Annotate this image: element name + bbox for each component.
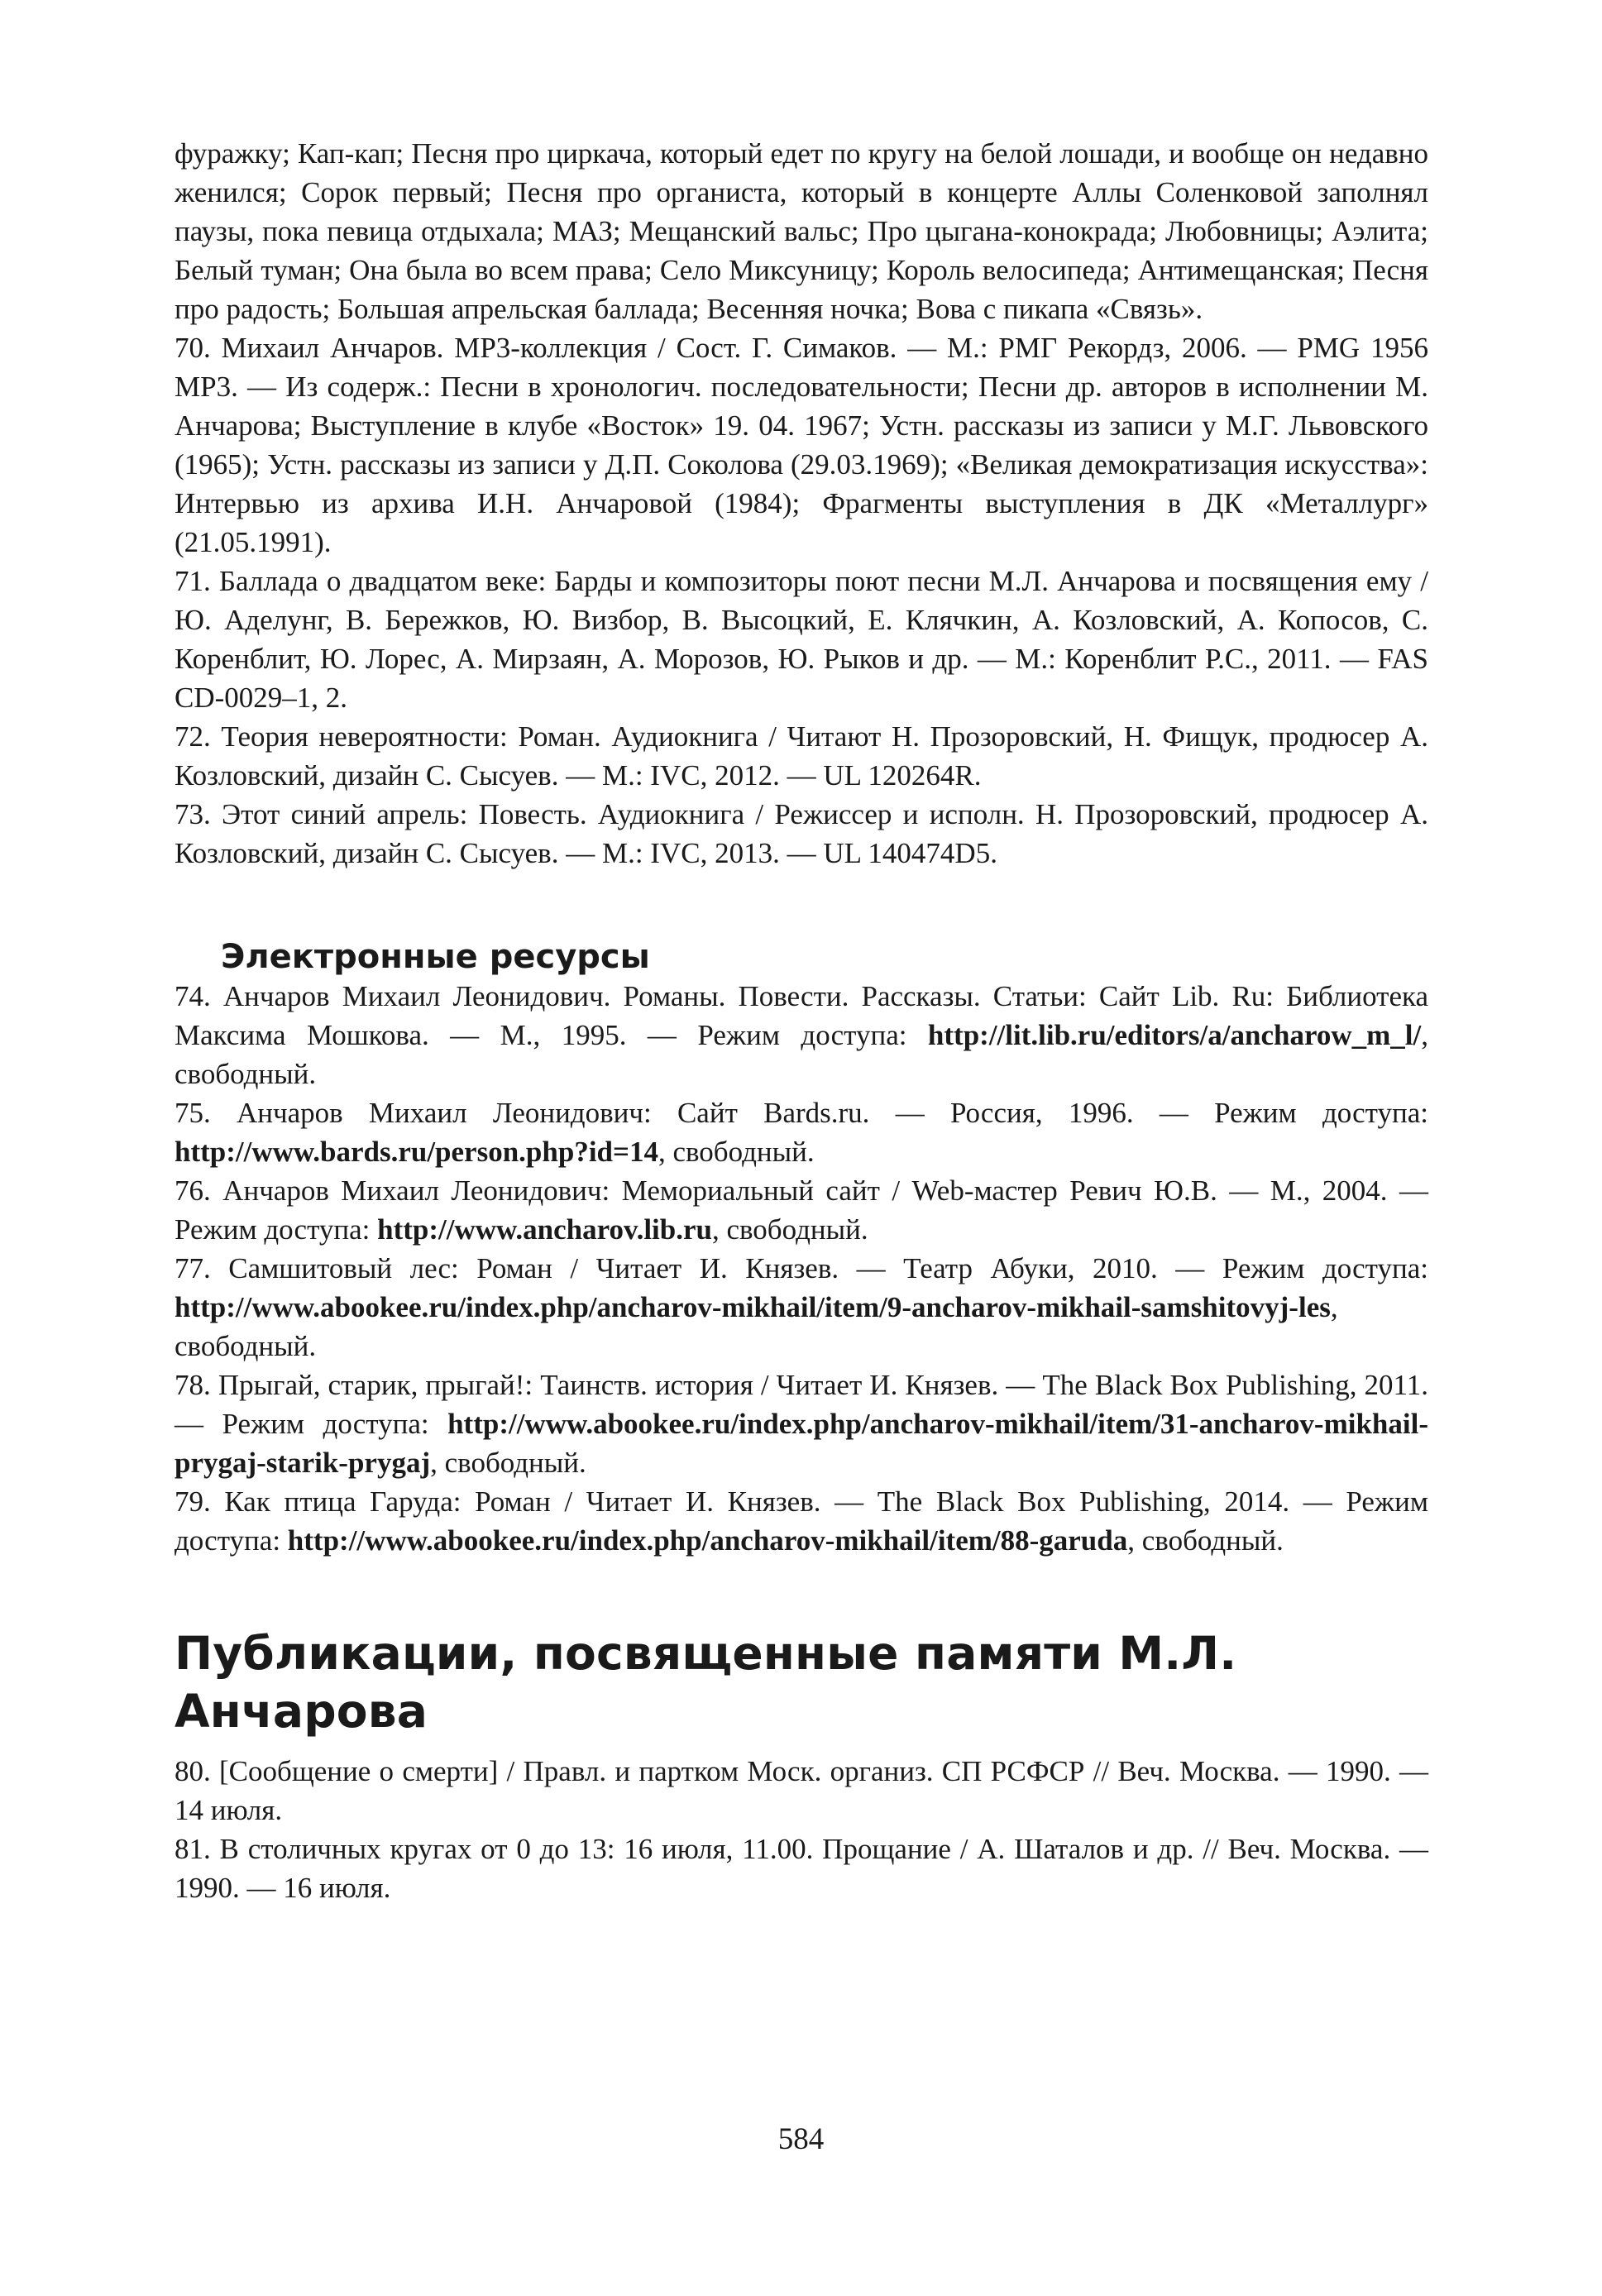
entry-text: 75. Анчаров Михаил Леонидович: Сайт Bards.ru. — Россия, 1996. — Режим доступа: (175, 1097, 1428, 1129)
bibliography-entry-79 (175, 1482, 1428, 1560)
entry-text-end: , свободный. (711, 1213, 868, 1246)
entry-text: 77. Самшитовый лес: Роман / Читает И. Князев. — Театр Абуки, 2010. — Режим доступа: (175, 1252, 1428, 1284)
bibliography-entry-81: 81. В столичных кругах от 0 до 13: 16 июля, 11.00. Прощание / А. Шаталов и др. // Веч. Москва. — 1990. — 16 июля. (175, 1833, 1428, 1904)
bibliography-entry-73: 73. Этот синий апрель: Повесть. Аудиокнига / Режиссер и исполн. Н. Прозоровский, продюсер А. Козловский, дизайн С. Сысуев. — М.: IVC, 2013. — UL 140474D5. (175, 798, 1428, 869)
bibliography-entry-80: 80. [Сообщение о смерти] / Правл. и партком Моск. организ. СП РСФСР // Веч. Москва. — 1990. — 14 июля. (175, 1755, 1428, 1826)
entry-text-end: , свободный. (175, 1019, 1428, 1090)
bibliography-section-publications (175, 1752, 1428, 1907)
bibliography-entry-70: 70. Михаил Анчаров. MP3-коллекция / Сост. Г. Симаков. — М.: РМГ Рекордз, 2006. — PMG 1956 MP3. — Из содерж.: Песни в хронологич. последовательности; Песни др. авторов в исполнении М. Анчарова; Выступление в клубе «Восток» 19. 04. 1967; Устн. рассказы из записи у М.Г. Львовского (1965); Устн. рассказы из записи у Д.П. Соколова (29.03.1969); «Великая демократизация искусства»: Интервью из архива И.Н. Анчаровой (1984); Фрагменты выступления в ДК «Металлург» (21.05.1991). (175, 332, 1428, 558)
page-number: 584 (777, 2122, 825, 2156)
entry-text-end: , свободный. (1127, 1524, 1284, 1557)
bibliography-entry-69-continued: фуражку; Кап-кап; Песня про циркача, который едет по кругу на белой лошади, и вообще он недавно женился; Сорок первый; Песня про органиста, который в концерте Аллы Соленковой заполнял паузы, пока певица отдыхала; МАЗ; Мещанский вальс; Про цыгана-конокрада; Любовницы; Аэлита; Белый туман; Она была во всем права; Село Миксуницу; Король велосипеда; Антимещанская; Песня про радость; Большая апрельская баллада; Весенняя ночка; Вова с пикапа «Связь». (175, 137, 1428, 325)
bibliography-section-audio (175, 134, 1428, 873)
entry-link: http://www.abookee.ru/index.php/ancharov-mikhail/item/31-ancharov-mikhail-prygaj-starik-prygaj (175, 1408, 1428, 1479)
section-subheading-electronic: Электронные ресурсы (221, 938, 650, 976)
bibliography-entry-75 (175, 1093, 1428, 1171)
entry-link: http://www.ancharov.lib.ru (377, 1213, 712, 1246)
entry-link: http://lit.lib.ru/editors/a/ancharow_m_l/ (927, 1019, 1422, 1051)
entry-text-end: , свободный. (430, 1447, 586, 1479)
entry-text: 79. Как птица Гаруда: Роман / Читает И. Князев. — The Black Box Publishing, 2014. — Режим доступа: (175, 1485, 1428, 1557)
bibliography-entry-76 (175, 1171, 1428, 1249)
page-content (175, 134, 1428, 1907)
entry-link: http://www.abookee.ru/index.php/ancharov-mikhail/item/88-garuda (287, 1524, 1128, 1557)
bibliography-entry-77 (175, 1249, 1428, 1366)
bibliography-entry-74 (175, 977, 1428, 1093)
section-heading-publications: Публикации, посвященные памяти М.Л. Анчарова (175, 1627, 1237, 1738)
bibliography-entry-71: 71. Баллада о двадцатом веке: Барды и композиторы поют песни М.Л. Анчарова и посвящения ему / Ю. Аделунг, В. Бережков, Ю. Визбор, В. Высоцкий, Е. Клячкин, А. Козловский, А. Копосов, С. Коренблит, Ю. Лорес, А. Мирзаян, А. Морозов, Ю. Рыков и др. — М.: Коренблит Р.С., 2011. — FAS CD-0029–1, 2. (175, 565, 1428, 714)
entry-text-end: , свободный. (658, 1136, 815, 1168)
entry-link: http://www.bards.ru/person.php?id=14 (175, 1136, 658, 1168)
entry-text: 78. Прыгай, старик, прыгай!: Таинств. история / Читает И. Князев. — The Black Box Publishing, 2011. — Режим доступа: (175, 1369, 1428, 1440)
entry-text-end: , свободный. (175, 1291, 1338, 1362)
bibliography-entry-72: 72. Теория невероятности: Роман. Аудиокнига / Читают Н. Прозоровский, Н. Фищук, продюсер А. Козловский, дизайн С. Сысуев. — М.: IVC, 2012. — UL 120264R. (175, 720, 1428, 792)
bibliography-entry-78 (175, 1366, 1428, 1482)
entry-text: 74. Анчаров Михаил Леонидович. Романы. Повести. Рассказы. Статьи: Сайт Lib. Ru: Библиотека Максима Мошкова. — М., 1995. — Режим доступа: (175, 980, 1428, 1051)
bibliography-section-electronic (175, 977, 1428, 1560)
entry-link: http://www.abookee.ru/index.php/ancharov-mikhail/item/9-ancharov-mikhail-samshitovyj-les (175, 1291, 1331, 1323)
entry-text: 76. Анчаров Михаил Леонидович: Мемориальный сайт / Web-мастер Ревич Ю.В. — М., 2004. — Режим доступа: (175, 1174, 1428, 1246)
